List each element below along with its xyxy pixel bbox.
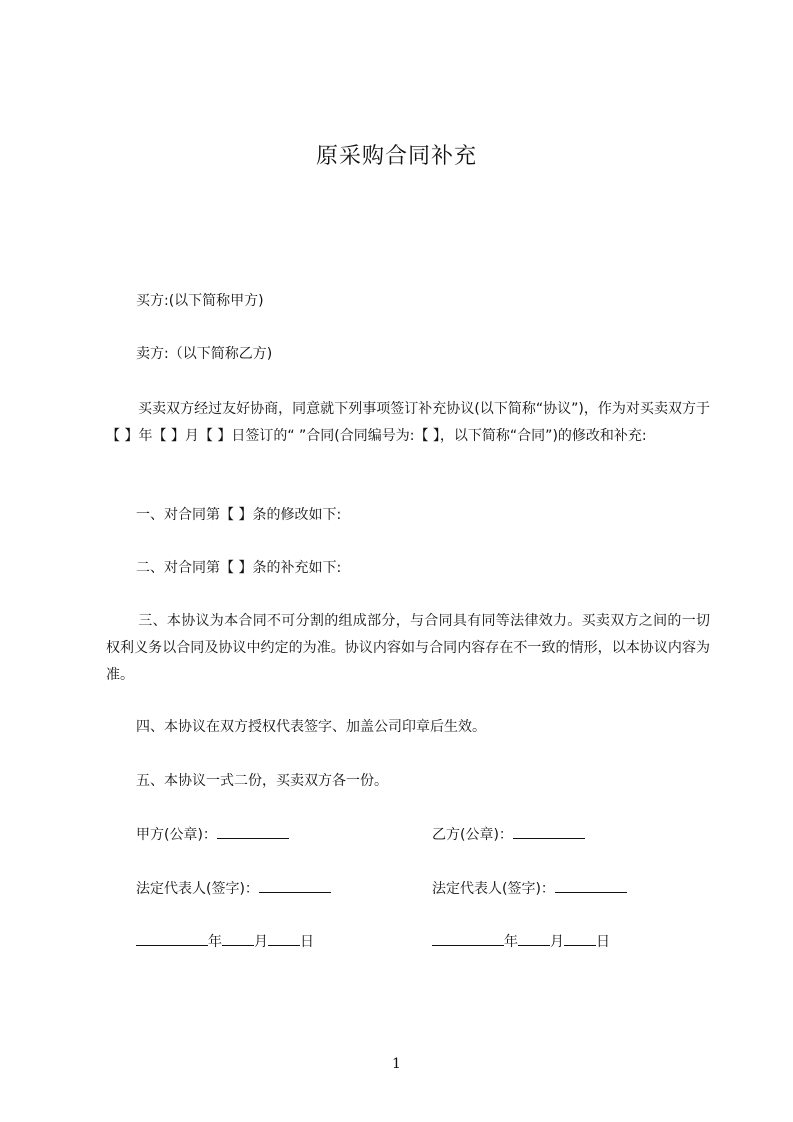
party-a-seal-row bbox=[136, 824, 289, 845]
party-a-rep-blank[interactable] bbox=[259, 878, 331, 893]
party-a-date-row bbox=[136, 931, 314, 952]
party-a-seal-label: 甲方(公章)： bbox=[136, 827, 217, 843]
party-a-month-blank[interactable] bbox=[222, 931, 254, 946]
party-a-year-blank[interactable] bbox=[136, 931, 208, 946]
party-b-rep-label: 法定代表人(签字)： bbox=[432, 881, 555, 897]
clause-2: 二、对合同第【 】条的补充如下: bbox=[136, 560, 342, 576]
buyer-line: 买方:(以下简称甲方) bbox=[136, 293, 264, 309]
document-title: 原采购合同补充 bbox=[315, 144, 477, 169]
clause-5: 五、本协议一式二份，买卖双方各一份。 bbox=[136, 773, 388, 789]
party-a-seal-blank[interactable] bbox=[217, 824, 289, 839]
party-b-rep-row bbox=[432, 878, 627, 899]
party-b-month-label: 月 bbox=[550, 934, 564, 950]
page-number: 1 bbox=[392, 1056, 401, 1072]
party-b-day-label: 日 bbox=[596, 934, 610, 950]
intro-text: 买卖双方经过友好协商，同意就下列事项签订补充协议(以下简称“协议”)，作为对买卖双方于【 】年【 】月【 】日签订的“ ”合同(合同编号为:【 】，以下简称“合同”)的修改和补充: bbox=[106, 401, 710, 444]
clause-1: 一、对合同第【 】条的修改如下: bbox=[136, 507, 342, 523]
party-b-seal-label: 乙方(公章)： bbox=[432, 827, 513, 843]
party-b-month-blank[interactable] bbox=[518, 931, 550, 946]
intro-paragraph bbox=[106, 396, 710, 450]
party-b-seal-blank[interactable] bbox=[513, 824, 585, 839]
party-b-seal-row bbox=[432, 824, 585, 845]
party-a-rep-row bbox=[136, 878, 331, 899]
party-a-day-label: 日 bbox=[300, 934, 314, 950]
party-b-year-label: 年 bbox=[504, 934, 518, 950]
party-a-day-blank[interactable] bbox=[268, 931, 300, 946]
party-a-month-label: 月 bbox=[254, 934, 268, 950]
party-b-year-blank[interactable] bbox=[432, 931, 504, 946]
clause-3-text: 三、本协议为本合同不可分割的组成部分，与合同具有同等法律效力。买卖双方之间的一切权利义务以合同及协议中约定的为准。协议内容如与合同内容存在不一致的情形，以本协议内容为准。 bbox=[106, 613, 710, 683]
party-b-day-blank[interactable] bbox=[564, 931, 596, 946]
clause-4: 四、本协议在双方授权代表签字、加盖公司印章后生效。 bbox=[136, 719, 486, 735]
clause-3-paragraph bbox=[106, 608, 710, 689]
seller-line: 卖方:（以下简称乙方) bbox=[136, 346, 273, 362]
party-b-rep-blank[interactable] bbox=[555, 878, 627, 893]
party-a-year-label: 年 bbox=[208, 934, 222, 950]
party-a-rep-label: 法定代表人(签字)： bbox=[136, 881, 259, 897]
party-b-date-row bbox=[432, 931, 610, 952]
